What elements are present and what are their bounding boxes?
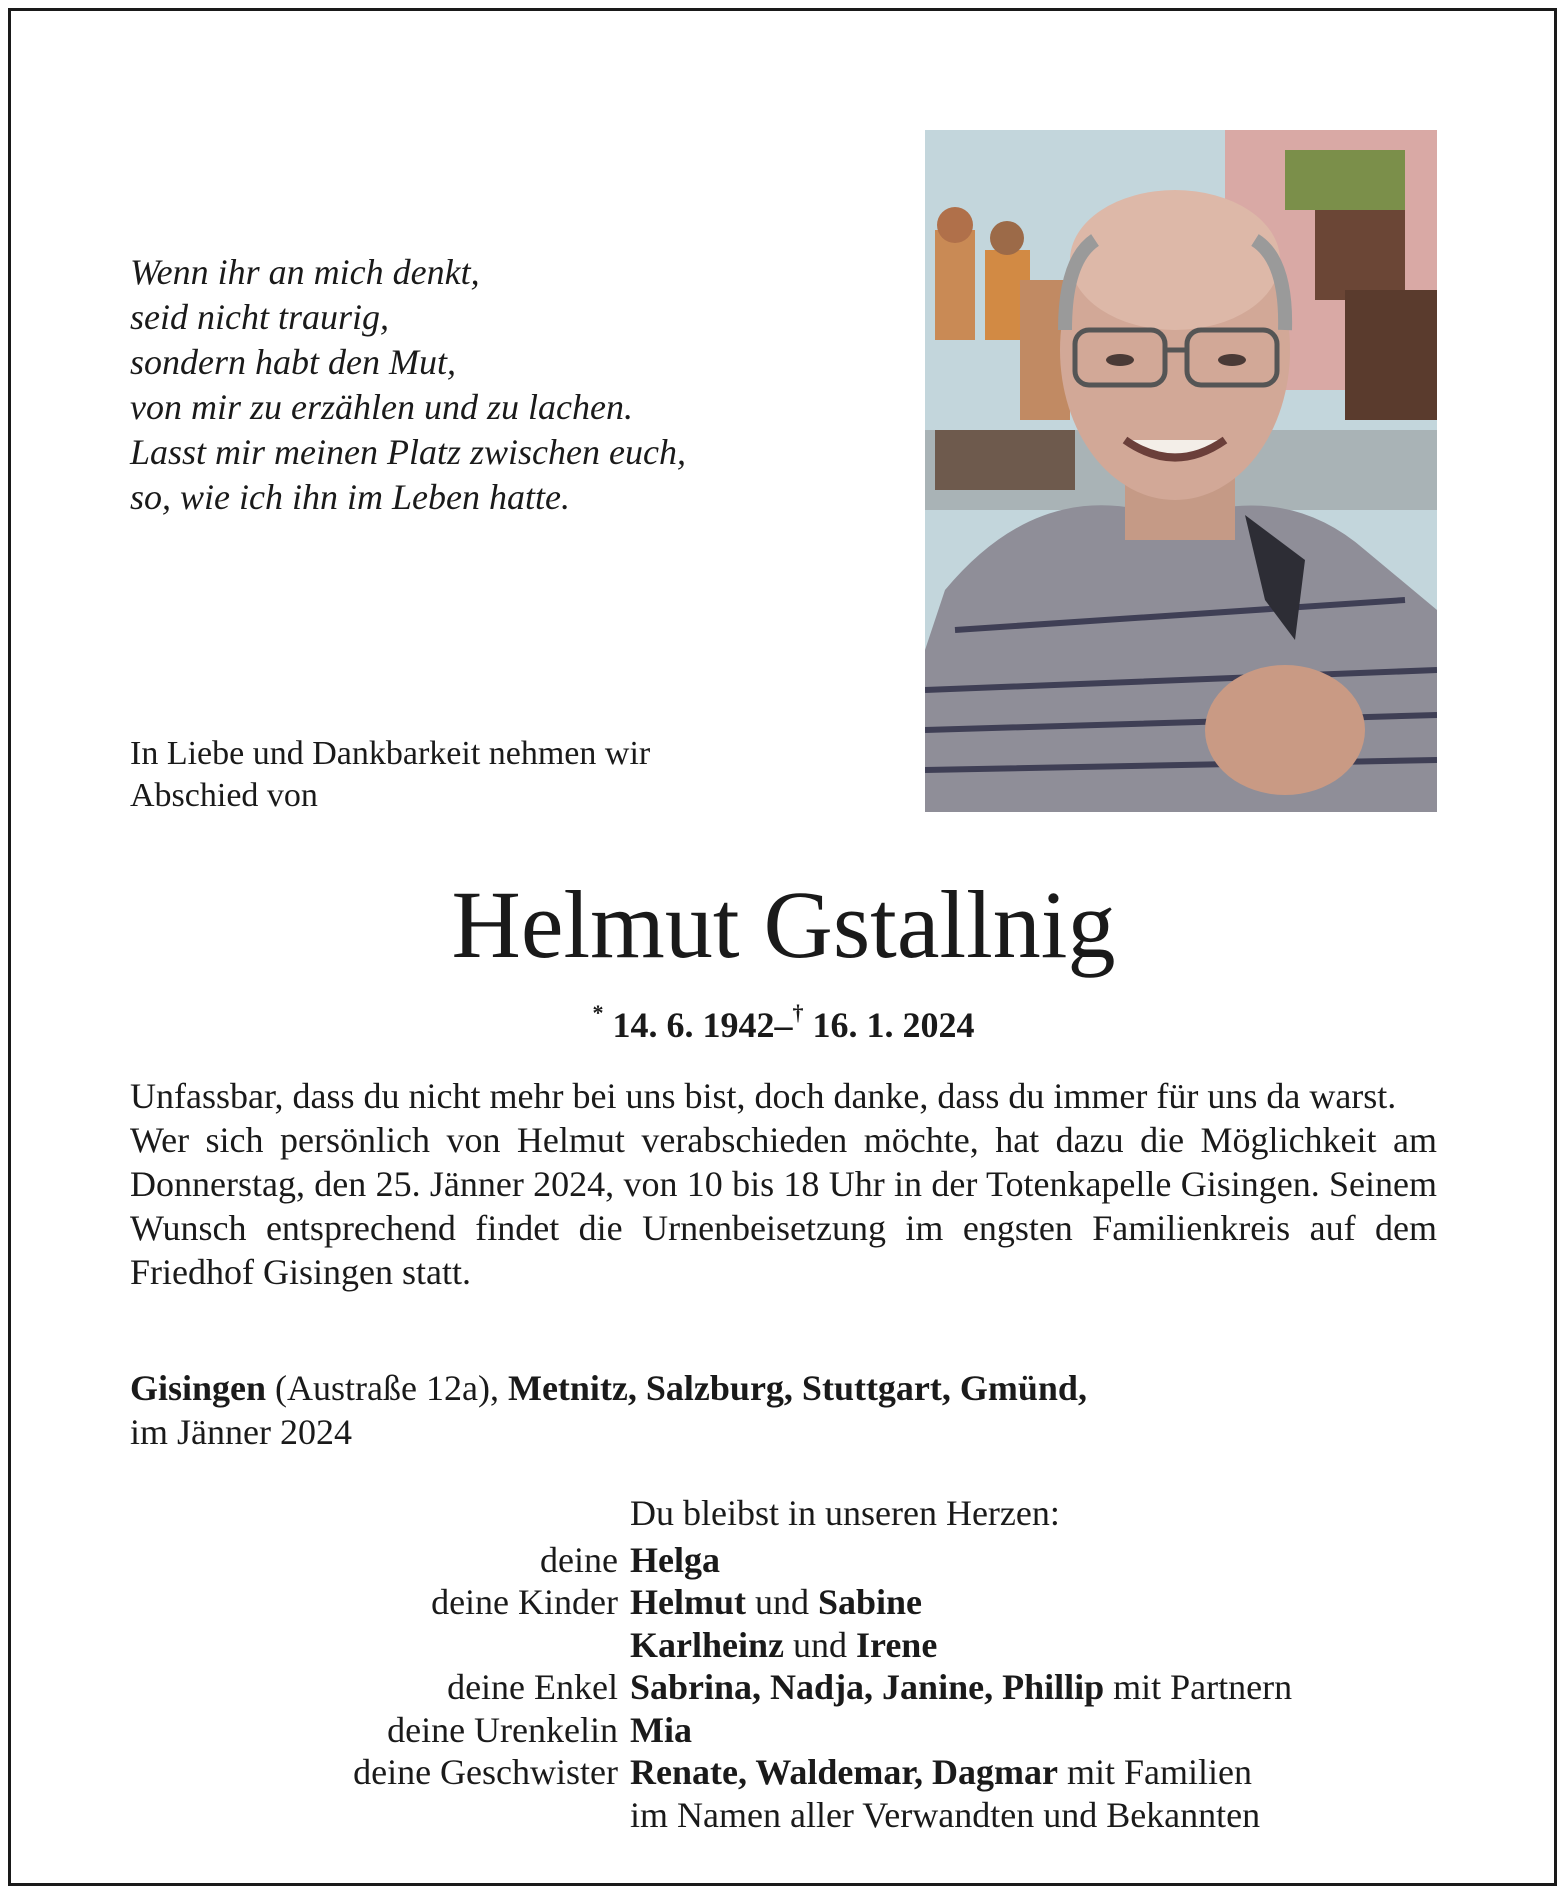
places-line — [130, 1366, 1437, 1454]
mourner-names: Helmut — [630, 1582, 746, 1622]
intro-line: Abschied von — [130, 777, 318, 814]
portrait-photo-icon — [925, 130, 1437, 812]
mourner-names: Sabrina, Nadja, Janine, Phillip — [630, 1667, 1105, 1707]
mourner-names: Renate, Waldemar, Dagmar — [630, 1752, 1058, 1792]
mourner-names: Mia — [630, 1709, 692, 1750]
mourner-row — [130, 1666, 1437, 1709]
mourner-row — [130, 1794, 1437, 1837]
mourners-closing: im Namen aller Verwandten und Bekannten — [630, 1794, 1261, 1835]
mourners-heading-row — [130, 1492, 1437, 1535]
place-address: (Austraße 12a), — [266, 1368, 508, 1408]
poem-line: seid nicht traurig, — [130, 297, 389, 337]
poem-line: Lasst mir meinen Platz zwischen euch, — [130, 432, 686, 472]
mourner-row — [130, 1751, 1437, 1794]
message-paragraph: Unfassbar, dass du nicht mehr bei uns bist, doch danke, dass du immer für uns da warst. — [130, 1076, 1397, 1116]
message-paragraph: Wer sich persönlich von Helmut verabschieden möchte, hat dazu die Möglichkeit am Donnerstag, den 25. Jänner 2024, von 10 bis 18 Uhr in der Totenkapelle Gisingen. Seinem Wunsch entsprechend findet die Urnenbeisetzung im engsten Familienkreis auf dem Friedhof Gisingen statt. — [130, 1120, 1437, 1292]
poem-line: von mir zu erzählen und zu lachen. — [130, 387, 633, 427]
mourner-conjunction: und — [783, 1624, 856, 1665]
mourners-heading: Du bleibst in unseren Herzen: — [630, 1493, 1060, 1533]
mourner-conjunction: und — [745, 1582, 818, 1622]
message-text — [130, 1074, 1437, 1294]
place-primary: Gisingen — [130, 1368, 267, 1408]
mourner-suffix: mit Partnern — [1104, 1667, 1293, 1707]
poem-line: so, wie ich ihn im Leben hatte. — [130, 477, 570, 517]
birth-date: 14. 6. 1942 — [612, 1005, 775, 1045]
mourner-names: Irene — [855, 1624, 938, 1665]
death-symbol: † — [792, 1000, 804, 1025]
date-separator: – — [774, 1005, 793, 1045]
mourner-role: deine — [540, 1539, 618, 1580]
mourner-suffix: mit Familien — [1057, 1752, 1252, 1792]
mourner-row — [130, 1581, 1437, 1624]
mourner-role: deine Urenkelin — [387, 1709, 618, 1750]
poem-line: Wenn ihr an mich denkt, — [130, 252, 480, 292]
death-date: 16. 1. 2024 — [812, 1005, 975, 1045]
mourner-row — [130, 1624, 1437, 1667]
mourner-row — [130, 1709, 1437, 1752]
portrait-photo — [925, 130, 1437, 812]
life-dates — [0, 995, 1567, 1047]
mourner-role — [130, 1624, 630, 1667]
mourners-list — [130, 1492, 1437, 1836]
intro-line: In Liebe und Dankbarkeit nehmen wir — [130, 735, 651, 772]
mourner-role: deine Geschwister — [353, 1752, 618, 1792]
place-date: im Jänner 2024 — [130, 1412, 352, 1452]
mourner-names: Karlheinz — [630, 1624, 784, 1665]
place-others: Metnitz, Salzburg, Stuttgart, Gmünd, — [507, 1368, 1087, 1408]
mourner-names: Helga — [630, 1539, 720, 1580]
poem — [130, 250, 780, 520]
mourner-role: deine Enkel — [447, 1667, 618, 1707]
birth-symbol: * — [592, 1000, 604, 1025]
intro-text — [130, 733, 850, 817]
mourner-row — [130, 1539, 1437, 1582]
mourner-role: deine Kinder — [431, 1582, 618, 1622]
deceased-name: Helmut Gstallnig — [451, 871, 1116, 978]
mourner-names: Sabine — [817, 1582, 923, 1622]
poem-line: sondern habt den Mut, — [130, 342, 456, 382]
